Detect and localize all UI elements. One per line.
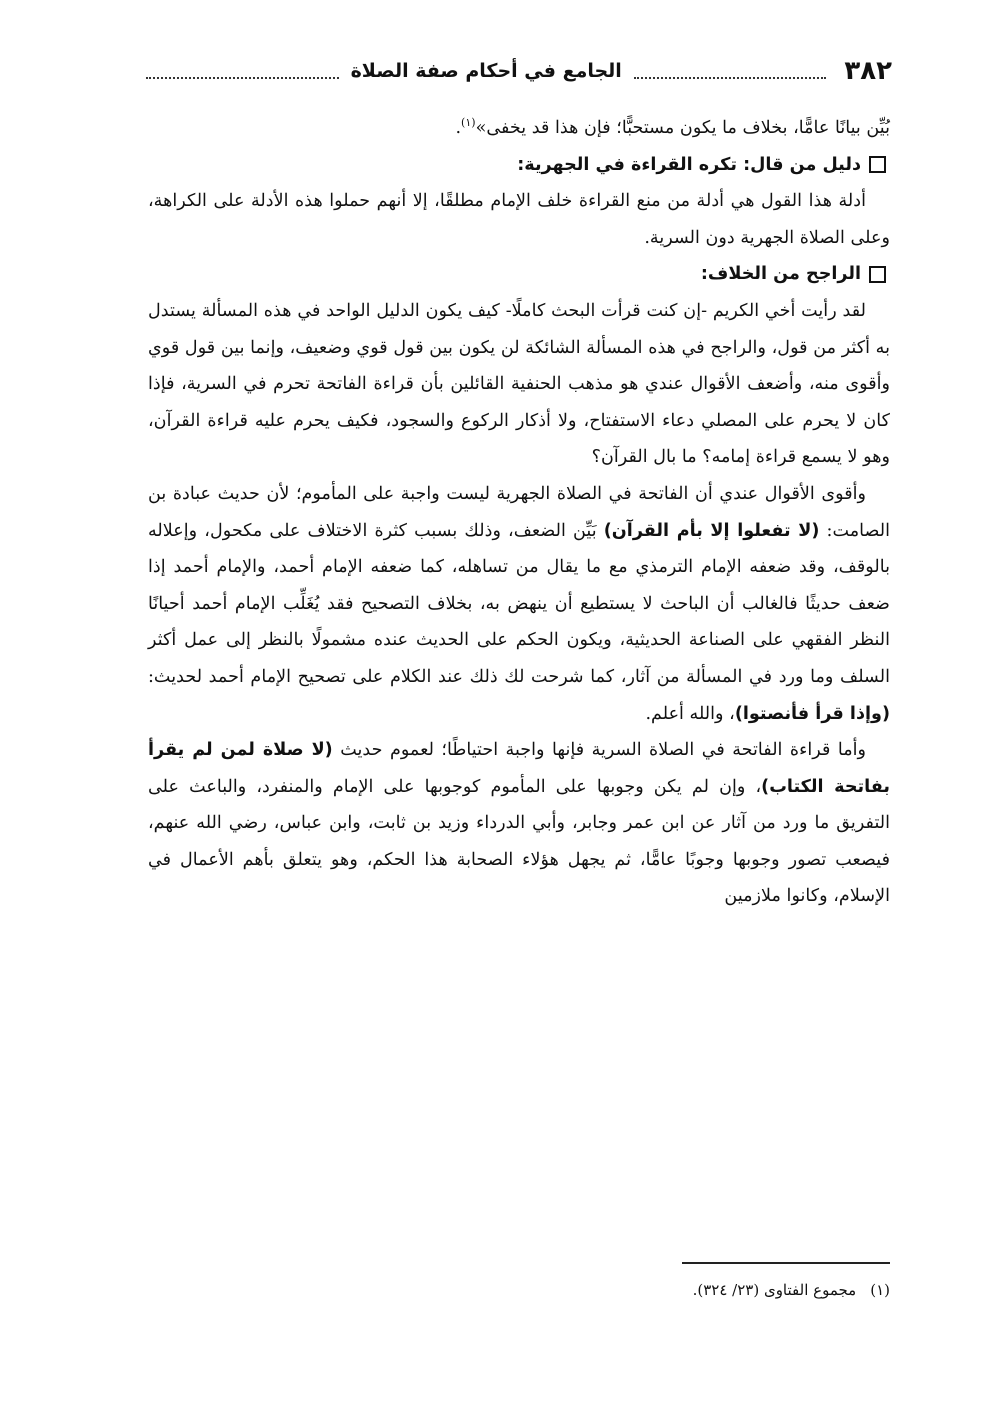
hadith-quote-ansitu: (وإذا قرأ فأنصتوا) xyxy=(734,703,890,724)
footnote-ref: (١) xyxy=(461,116,476,130)
paragraph-silent-prayer-part-b: ، وإن لم يكن وجوبها على المأموم كوجوبها على الإمام والمنفرد، والباعث على التفريق ما ورد من آثار عن ابن عمر وجابر، وأبي الدرداء وزيد بن ثابت، وابن عباس، رضي الله عنهم، فيصعب تصور وجوبها وجوبًا عامًّا، ثم يجهل هؤلاء الصحابة هذا الحكم، وهو يتعلق بأهم الأعمال في الإسلام، وكانوا ملازمين xyxy=(148,776,890,907)
page-body xyxy=(148,110,890,915)
paragraph-strongest-view xyxy=(148,476,890,732)
paragraph-strongest-view-part-c: ، والله أعلم. xyxy=(645,703,735,724)
book-title: الجامع في أحكام صفة الصلاة xyxy=(350,60,622,82)
quote-end-period: . xyxy=(455,118,462,138)
footnotes xyxy=(148,1275,890,1305)
page-header xyxy=(140,44,892,98)
footnote-separator xyxy=(682,1262,890,1264)
section-heading-preferred-text: الراجح من الخلاف: xyxy=(700,264,861,285)
paragraph-strongest-view-part-a: وأقوى الأقوال عندي أن الفاتحة في الصلاة الجهرية ليست واجبة على المأموم؛ لأن حديث عبادة بن الصامت: xyxy=(148,483,891,541)
header-dots-right xyxy=(634,75,827,79)
hadith-quote-la-salat: (لا صلاة لمن لم يقرأ بفاتحة الكتاب) xyxy=(148,740,890,797)
section-heading-preferred xyxy=(148,256,890,293)
paragraph-silent-prayer-part-a: وأما قراءة الفاتحة في الصلاة السرية فإنها واجبة احتياطًا؛ لعموم حديث xyxy=(340,740,867,761)
section-heading-evidence xyxy=(148,147,890,184)
checkbox-square-icon xyxy=(869,266,886,283)
paragraph-strongest-view-part-b: بَيِّن الضعف، وذلك بسبب كثرة الاختلاف على مكحول، وإعلاله بالوقف، وقد ضعفه الإمام الترمذي مع ما يقال من تساهله، كما ضعفه الإمام أحمد، والإمام أحمد إذا ضعف حديثًا فالغالب أن الباحث لا يستطيع أن ينهض به، بخلاف التصحيح فقد يُغَلِّب الإمام أحمد أحيانًا النظر الفقهي على الصناعة الحديثية، ويكون الحكم على الحديث عنده مشمولًا بالنظر إلى عمل أكثر السلف وما ورد في المسألة من آثار، كما شرحت لك ذلك عند الكلام على تصحيح الإمام أحمد لحديث: xyxy=(148,520,890,687)
paragraph-silent-prayer xyxy=(148,732,890,915)
footnote-text: مجموع الفتاوى (٢٣/ ٣٢٤). xyxy=(692,1281,857,1299)
hadith-quote-umm-quran: (لا تفعلوا إلا بأم القرآن) xyxy=(603,520,820,541)
footnote-item xyxy=(148,1275,890,1305)
paragraph-preferred: لقد رأيت أخي الكريم -إن كنت قرأت البحث كاملًا- كيف يكون الدليل الواحد في هذه المسألة يستدل به أكثر من قول، والراجح في هذه المسألة الشائكة لن يكون بين قول قوي وضعيف، وإنما بين قول قوي وأقوى منه، وأضعف الأقوال عندي هو مذهب الحنفية القائلين بأن قراءة الفاتحة تحرم في السرية، فإذا كان لا يحرم على المصلي دعاء الاستفتاح، ولا أذكار الركوع والسجود، فكيف يحرم عليه قراءة القرآن، وهو لا يسمع قراءة إمامه؟ ما بال القرآن؟ xyxy=(148,300,890,468)
paragraph-quote-end xyxy=(148,110,890,147)
footnote-number: (١) xyxy=(870,1281,890,1299)
header-dots-left xyxy=(146,75,339,79)
page-number: ٣٨٢ xyxy=(844,56,892,86)
checkbox-square-icon xyxy=(869,156,886,173)
paragraph-evidence: أدلة هذا القول هي أدلة من منع القراءة خلف الإمام مطلقًا، إلا أنهم حملوا هذه الأدلة على الكراهة، وعلى الصلاة الجهرية دون السرية. xyxy=(148,191,890,248)
quote-end-text: بُيِّن بيانًا عامًّا، بخلاف ما يكون مستحبًّا؛ فإن هذا قد يخفى» xyxy=(475,118,890,138)
section-heading-evidence-text: دليل من قال: تكره القراءة في الجهرية: xyxy=(517,154,861,175)
